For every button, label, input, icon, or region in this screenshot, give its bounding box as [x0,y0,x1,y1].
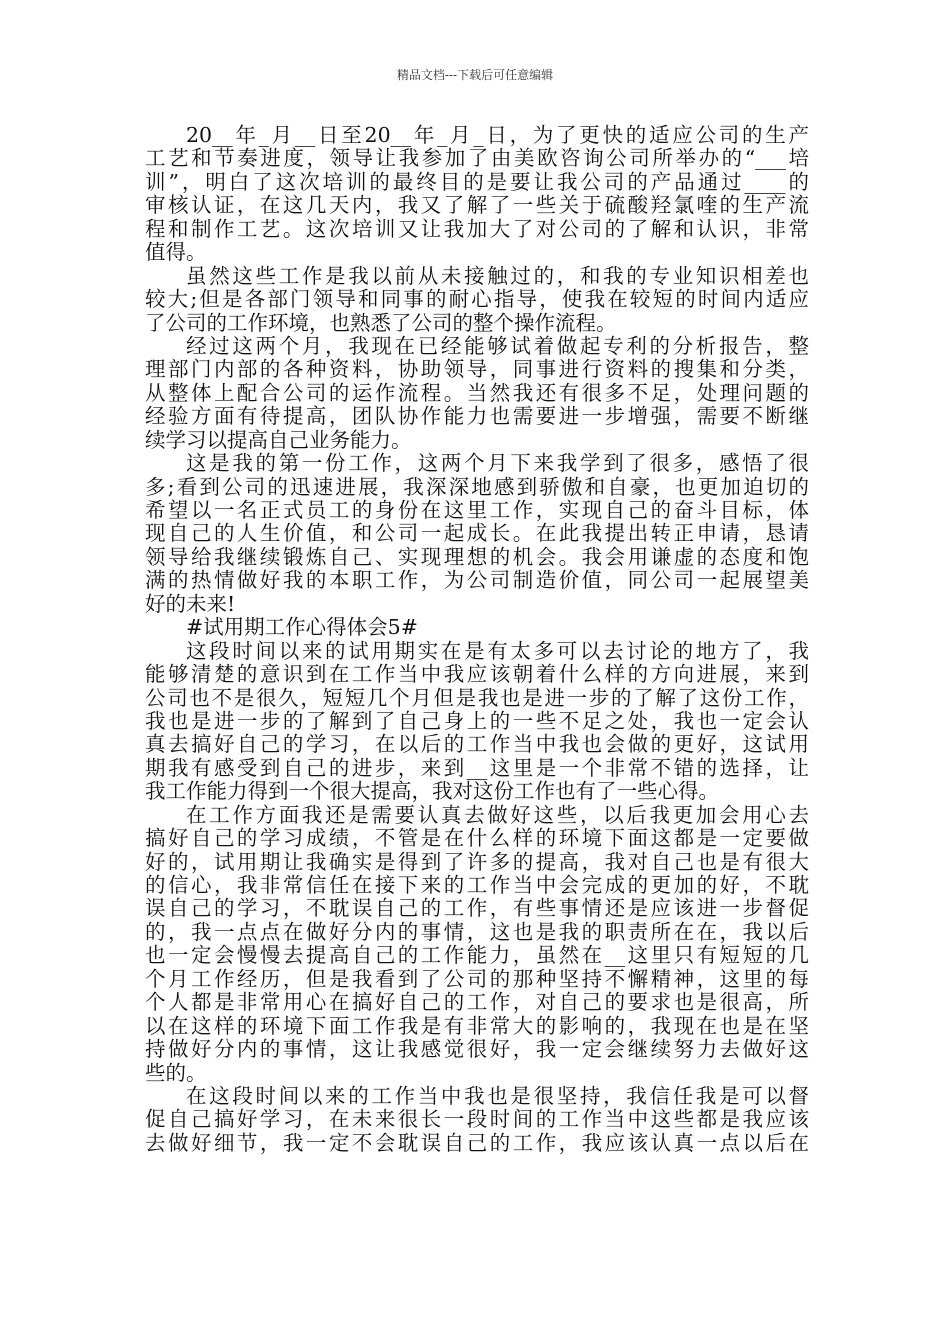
paragraph [145,640,809,804]
text-line: #试用期工作心得体会5# [186,615,418,640]
text-line: 能够清楚的意识到在工作当中我应该朝着什么样的方向进展，来到 [145,662,809,687]
text-line: 好的未来! [145,591,236,616]
paragraph [145,124,809,265]
text-line: 审核认证，在这几天内，我又了解了一些关于硫酸羟氯喹的生产流 [145,193,809,218]
text-line: 这段时间以来的试用期实在是有太多可以去讨论的地方了，我 [186,638,809,663]
text-line: 持做好分内的事情，这让我感觉很好，我一定会继续努力去做好这 [145,1037,809,1062]
text-line: 这是我的第一份工作，这两个月下来我学到了很多，感悟了很 [186,451,809,476]
text-line: 领导给我继续锻炼自己、实现理想的机会。我会用谦虚的态度和饱 [145,544,809,569]
text-line: 希望以一名正式员工的身份在这里工作，实现自己的奋斗目标，体 [145,498,809,522]
text-line: 我也是进一步的了解到了自己身上的一些不足之处，我也一定会认 [145,708,809,733]
text-line: 较大;但是各部门领导和同事的耐心指导，使我在较短的时间内适应 [145,287,809,312]
text-line: 经过这两个月，我现在已经能够试着做起专利的分析报告，整 [186,333,809,358]
text-line: 在工作方面我还是需要认真去做好这些，以后我更加会用心去 [186,802,809,827]
text-line: 现自己的人生价值，和公司一起成长。在此我提出转正申请，恳请 [145,521,809,546]
text-line: 程和制作工艺。这次培训又让我加大了对公司的了解和认识，非常 [145,216,809,241]
paragraph [145,265,809,335]
text-line: 值得。 [145,240,207,265]
text-line: 虽然这些工作是我以前从未接触过的，和我的专业知识相差也 [186,263,809,288]
paragraph [145,804,809,1085]
text-line: 满的热情做好我的本职工作，为公司制造价值，同公司一起展望美 [145,568,809,593]
text-line: 多;看到公司的迅速进展，我深深地感到骄傲和自豪，也更加迫切的 [145,474,809,499]
text-line: 个月工作经历，但是我看到了公司的那种坚持不懈精神，这里的每 [145,966,809,991]
text-line: 也一定会慢慢去提高自己的工作能力，虽然在__这里只有短短的几 [145,943,809,968]
text-line: 我工作能力得到一个很大提高，我对这份工作也有了一些心得。 [145,779,719,804]
text-line: 的，我一点点在做好分内的事情，这也是我的职责所在在，我以后 [145,919,809,944]
paragraph [145,452,809,616]
text-line: 理部门内部的各种资料，协助领导，同事进行资料的搜集和分类， [145,357,809,382]
text-line: 从整体上配合公司的运作流程。当然我还有很多不足，处理问题的 [145,380,809,405]
text-line: 经验方面有待提高，团队协作能力也需要进一步增强，需要不断继 [145,404,809,429]
text-line: 公司也不是很久，短短几个月但是我也是进一步的了解了这份工作， [145,685,809,710]
text-line: 误自己的学习，不耽误自己的工作，有些事情还是应该进一步督促 [145,896,809,921]
text-line: 工艺和节奏进度，领导让我参加了由美欧咨询公司所举办的“___培 [145,146,809,171]
paragraph [145,335,809,452]
page-header: 精品文档---下载后可任意编辑 [396,68,554,82]
text-line: 期我有感受到自己的进步，来到__这里是一个非常不错的选择，让 [145,755,809,780]
text-line: 搞好自己的学习成绩，不管是在什么样的环境下面这都是一定要做 [145,826,809,851]
paragraph [145,1085,809,1155]
text-line: 的信心，我非常信任在接下来的工作当中会完成的更加的好，不耽 [145,873,809,897]
text-line: 去做好细节，我一定不会耽误自己的工作，我应该认真一点以后在 [145,1130,809,1155]
text-line: 以在这样的环境下面工作我是有非常大的影响的，我现在也是在坚 [145,1013,809,1038]
text-line: 了公司的工作环境，也熟悉了公司的整个操作流程。 [145,310,617,335]
text-line: 在这段时间以来的工作当中我也是很坚持，我信任我是可以督 [186,1083,809,1108]
text-line: 些的。 [145,1060,207,1085]
document-body [145,124,809,1155]
text-line: 20__年_月__日至20__年_月_日，为了更快的适应公司的生产 [186,123,809,147]
paragraph [145,616,809,639]
text-line: 个人都是非常用心在搞好自己的工作，对自己的要求也是很高，所 [145,990,809,1015]
text-line: 续学习以提高自己业务能力。 [145,427,412,452]
text-line: 促自己搞好学习，在未来很长一段时间的工作当中这些都是我应该 [145,1107,809,1132]
text-line: 真去搞好自己的学习，在以后的工作当中我也会做的更好，这试用 [145,732,809,757]
text-line: 好的，试用期让我确实是得到了许多的提高，我对自己也是有很大 [145,849,809,874]
text-line: 训”，明白了这次培训的最终目的是要让我公司的产品通过____的 [145,169,809,194]
